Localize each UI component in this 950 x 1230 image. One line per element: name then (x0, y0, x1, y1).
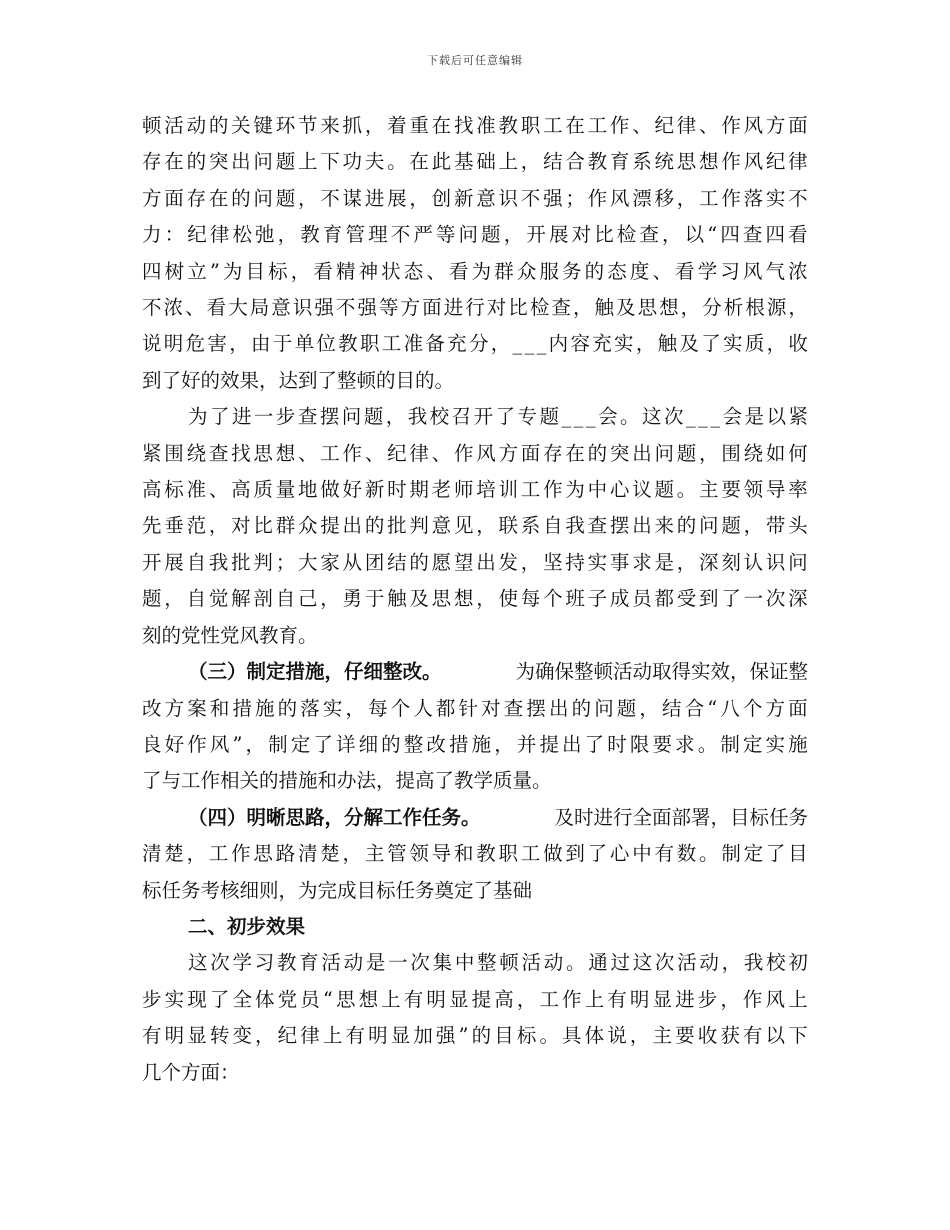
document-body (142, 108, 808, 1091)
text-line: 存 在 的 突 出 问 题 上 下 功 夫 。 在 此 基 础 上 ， 结 合 教 育 系 统 思 想 作 风 纪 律 (142, 150, 808, 174)
text-line: 为 了 进 一 步 查 摆 问 题 ， 我 校 召 开 了 专 题 _ _ _ 会 。 这 次 _ _ _ 会 是 以 紧 (188, 405, 808, 429)
text-line: 步 实 现 了 全 体 党 员 “ 思 想 上 有 明 显 提 高 ， 工 作 上 有 明 显 进 步 ， 作 风 上 (142, 987, 808, 1011)
text-line: 刻的党性党风教育。 (142, 623, 318, 647)
text-line: 不 浓 、 看 大 局 意 识 强 不 强 等 方 面 进 行 对 比 检 查 ， 触 及 思 想 ， 分 析 根 源 ， (142, 296, 808, 320)
text-line: 有 明 显 转 变 ， 纪 律 上 有 明 显 加 强 ” 的 目 标 。 具 体 说 ， 主 要 收 获 有 以 下 (142, 1024, 808, 1048)
text-line: 良 好 作 风 ” ， 制 定 了 详 细 的 整 改 措 施 ， 并 提 出 了 时 限 要 求 。 制 定 实 施 (142, 732, 808, 756)
text-line: 几个方面： (142, 1060, 240, 1084)
text-line (142, 654, 808, 690)
text-line: 了与工作相关的措施和办法，提高了教学质量。 (142, 769, 552, 793)
text-line: 题 ， 自 觉 解 剖 自 己 ， 勇 于 触 及 思 想 ， 使 每 个 班 子 成 员 都 受 到 了 一 次 深 (142, 587, 808, 611)
text-line: 这 次 学 习 教 育 活 动 是 一 次 集 中 整 顿 活 动 。 通 过 这 次 活 动 ， 我 校 初 (188, 951, 808, 975)
section-heading-4: （四）明晰思路，分解工作任务。 (188, 805, 481, 829)
text-line: 高 标 准 、 高 质 量 地 做 好 新 时 期 老 师 培 训 工 作 为 中 心 议 题 。 主 要 领 导 率 (142, 478, 808, 502)
text-line: 清 楚 ， 工 作 思 路 清 楚 ， 主 管 领 导 和 教 职 工 做 到 了 心 中 有 数 。 制 定 了 目 (142, 842, 808, 866)
text-run: 为确保整顿活动取得实效，保证整 (515, 660, 808, 684)
text-line: 标任务考核细则，为完成目标任务奠定了基础 (142, 878, 533, 902)
text-line (142, 800, 808, 836)
text-line: 力 ： 纪 律 松 弛 ， 教 育 管 理 不 严 等 问 题 ， 开 展 对 比 检 查 ， 以 “ 四 查 四 看 (142, 223, 808, 247)
text-line: 说 明 危 害 ， 由 于 单 位 教 职 工 准 备 充 分 ， _ _ _ 内 容 充 实 ， 触 及 了 实 质 ， 收 (142, 332, 808, 356)
text-line: 四 树 立 ” 为 目 标 ， 看 精 神 状 态 、 看 为 群 众 服 务 的 态 度 、 看 学 习 风 气 浓 (142, 259, 808, 283)
section-heading-2: 二、初步效果 (188, 914, 306, 938)
text-run: 及时进行全面部署，目标任务 (554, 805, 808, 829)
text-line: 改 方 案 和 措 施 的 落 实 ， 每 个 人 都 针 对 查 摆 出 的 问 题 ， 结 合 “ 八 个 方 面 (142, 696, 808, 720)
text-line: 顿 活 动 的 关 键 环 节 来 抓 ， 着 重 在 找 准 教 职 工 在 工 作 、 纪 律 、 作 风 方 面 (142, 114, 808, 137)
page-header: 下载后可任意编辑 (427, 54, 523, 67)
text-line: 开 展 自 我 批 判 ； 大 家 从 团 结 的 愿 望 出 发 ， 坚 持 实 事 求 是 ， 深 刻 认 识 问 (142, 550, 808, 574)
text-line: 紧 围 绕 查 找 思 想 、 工 作 、 纪 律 、 作 风 方 面 存 在 的 突 出 问 题 ， 围 绕 如 何 (142, 441, 808, 465)
text-line: 先 垂 范 ， 对 比 群 众 提 出 的 批 判 意 见 ， 联 系 自 我 查 摆 出 来 的 问 题 ， 带 头 (142, 514, 808, 538)
text-line: 到了好的效果，达到了整顿的目的。 (142, 368, 455, 392)
section-heading-3: （三）制定措施，仔细整改。 (188, 660, 442, 684)
text-line: 方 面 存 在 的 问 题 ， 不 谋 进 展 ， 创 新 意 识 不 强 ； 作 风 漂 移 ， 工 作 落 实 不 (142, 186, 808, 210)
